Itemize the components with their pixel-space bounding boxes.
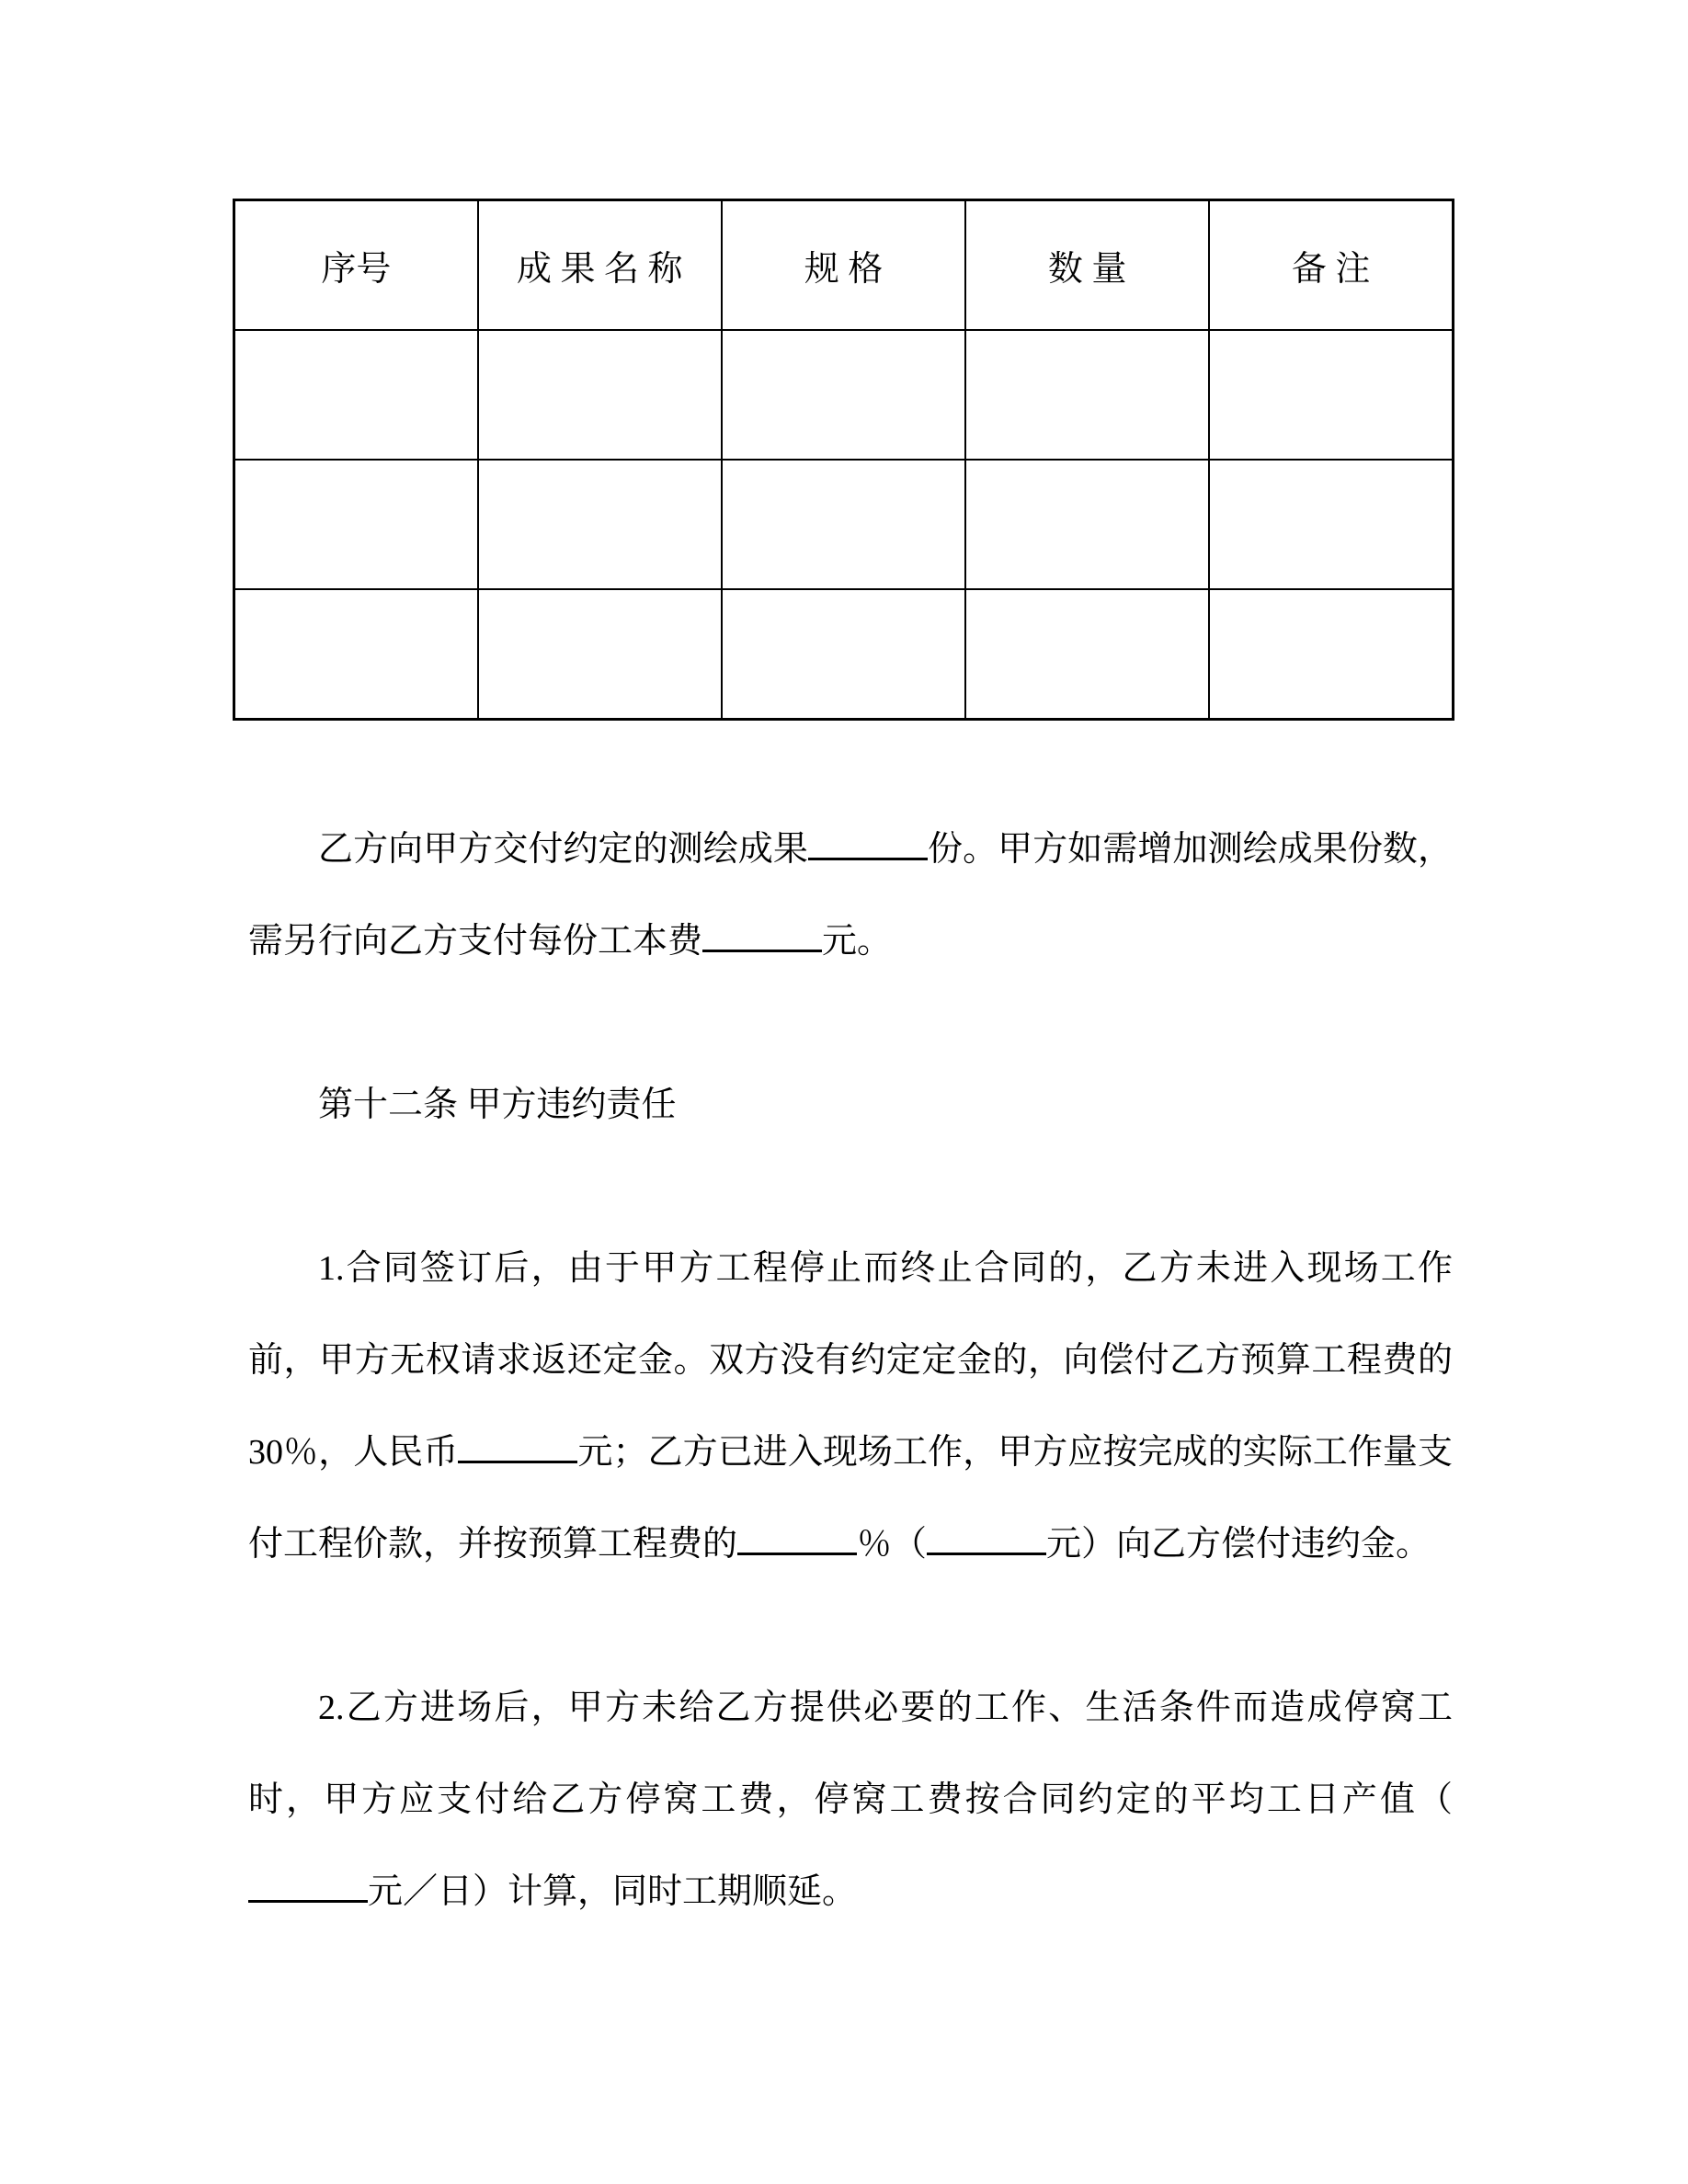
text-run: 元；乙方已进入现场工作，甲方应按完成的实际工作量支付工程价款，并按预算工程费的	[248, 1433, 1453, 1564]
table-cell-empty	[1209, 330, 1453, 460]
table-cell-empty	[478, 460, 722, 589]
table-cell-empty	[234, 460, 478, 589]
table-header-row	[234, 200, 1454, 331]
table-cell-empty	[965, 330, 1209, 460]
table-cell-empty	[478, 330, 722, 460]
results-table-body	[234, 330, 1454, 720]
table-row	[234, 589, 1454, 720]
table-cell-empty	[1209, 589, 1453, 720]
clause-12-heading	[248, 1059, 1453, 1151]
text-run: 乙方向甲方交付约定的测绘成果	[318, 830, 808, 869]
table-cell-empty	[965, 589, 1209, 720]
table-cell-empty	[234, 589, 478, 720]
text-run: 第十二条 甲方违约责任	[318, 1086, 677, 1124]
survey-results-table	[233, 199, 1454, 721]
text-run: ％（	[857, 1525, 928, 1564]
table-cell-empty	[722, 589, 965, 720]
fill-in-blank	[927, 1521, 1046, 1555]
fill-in-blank	[702, 918, 822, 952]
table-header-cell: 备 注	[1209, 200, 1453, 331]
table-cell-empty	[234, 330, 478, 460]
table-header-cell: 序号	[234, 200, 478, 331]
table-cell-empty	[478, 589, 722, 720]
table-cell-empty	[722, 330, 965, 460]
table-cell-empty	[722, 460, 965, 589]
table-row	[234, 330, 1454, 460]
fill-in-blank	[248, 1869, 368, 1903]
fill-in-blank	[808, 826, 928, 860]
paragraph-clause12-item2	[248, 1662, 1453, 1938]
text-run: 份。甲方如需增加测绘成果份数，需另行向乙方支付每份工本费	[248, 830, 1453, 961]
table-header-cell: 数 量	[965, 200, 1209, 331]
text-run: 1.合同签订后，由于甲方工程停止而终止合同的，乙方未进入现场工作前，甲方无权请求返还定金。双方没有约定定金的，向偿付乙方预算工程费的30％，人民币	[248, 1249, 1453, 1472]
fill-in-blank	[737, 1521, 857, 1555]
text-run: 元。	[822, 922, 893, 961]
paragraph-delivery-copies	[248, 803, 1453, 987]
text-run: 元／日）计算，同时工期顺延。	[368, 1872, 858, 1911]
table-row	[234, 460, 1454, 589]
fill-in-blank	[458, 1429, 577, 1463]
text-run: 元）向乙方偿付违约金。	[1046, 1525, 1431, 1564]
table-cell-empty	[1209, 460, 1453, 589]
results-table-head	[234, 200, 1454, 331]
table-header-cell: 规 格	[722, 200, 965, 331]
table-header-cell: 成 果 名 称	[478, 200, 722, 331]
table-cell-empty	[965, 460, 1209, 589]
paragraph-clause12-item1	[248, 1223, 1453, 1590]
text-run: 2.乙方进场后，甲方未给乙方提供必要的工作、生活条件而造成停窝工时，甲方应支付给乙方停窝工费，停窝工费按合同约定的平均工日产值（	[248, 1689, 1453, 1819]
